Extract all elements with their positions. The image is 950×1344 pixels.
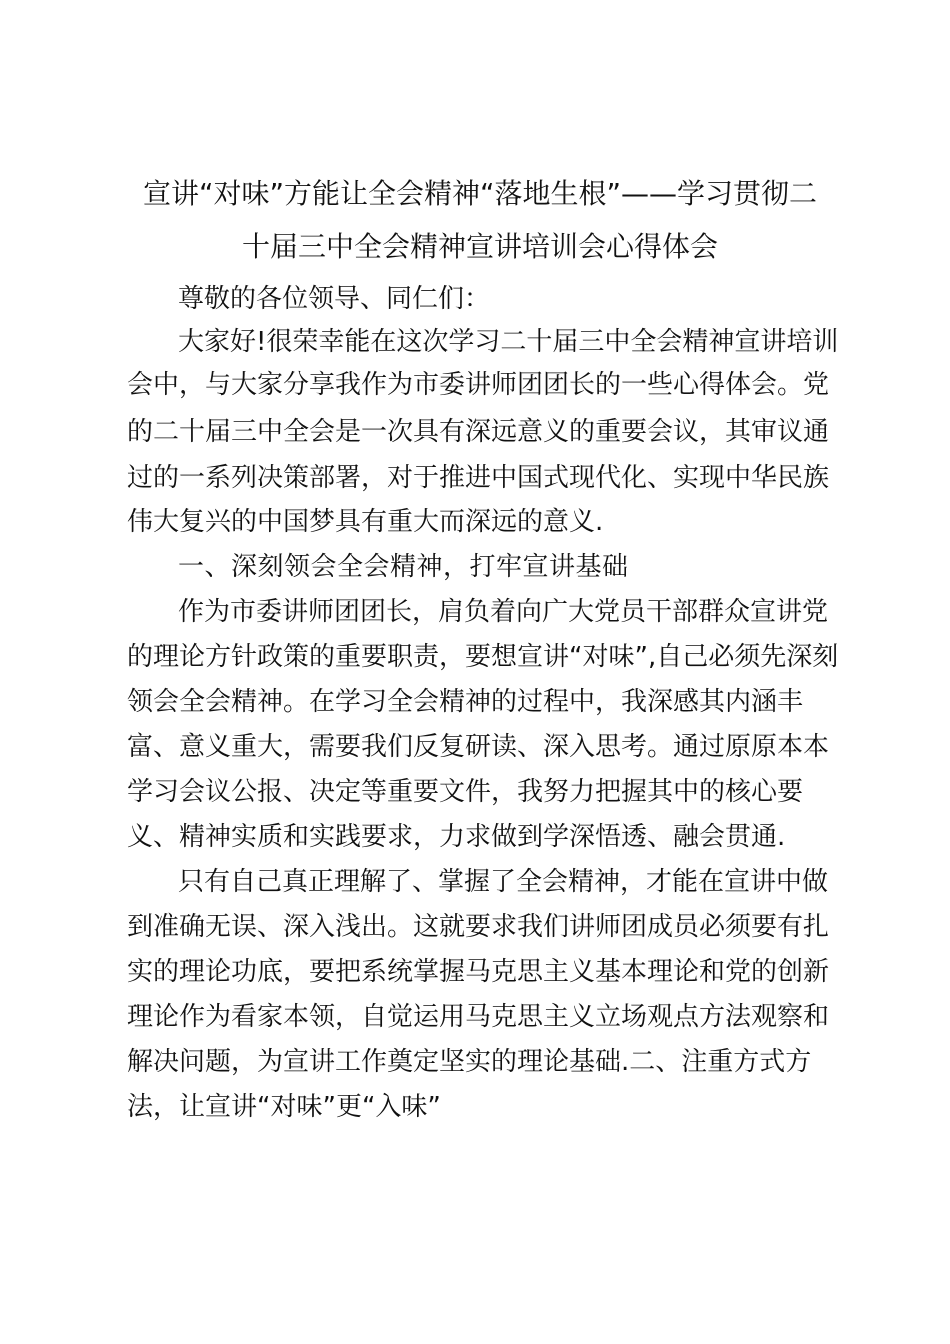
paragraph-2-line-2: 的理论方针政策的重要职责，要想宣讲“对味”,自己必须先深刻 xyxy=(127,642,839,672)
paragraph-1-line-3: 的二十届三中全会是一次具有深远意义的重要会议，其审议通 xyxy=(127,417,830,447)
paragraph-3-line-4: 理论作为看家本领，自觉运用马克思主义立场观点方法观察和 xyxy=(127,1002,830,1032)
paragraph-2-line-3: 领会全会精神。在学习全会精神的过程中，我深感其内涵丰 xyxy=(127,687,804,717)
paragraph-3-line-6: 法，让宣讲“对味”更“入味” xyxy=(127,1092,441,1122)
paragraph-1-line-2: 会中，与大家分享我作为市委讲师团团长的一些心得体会。党 xyxy=(127,370,830,400)
paragraph-1-line-4: 过的一系列决策部署，对于推进中国式现代化、实现中华民族 xyxy=(127,463,830,493)
paragraph-3-line-5: 解决问题，为宣讲工作奠定坚实的理论基础.二、注重方式方 xyxy=(127,1047,812,1077)
paragraph-3-line-2: 到准确无误、深入浅出。这就要求我们讲师团成员必须要有扎 xyxy=(127,912,830,942)
paragraph-2-line-6: 义、精神实质和实践要求，力求做到学深悟透、融会贯通. xyxy=(127,822,786,852)
section-heading-1: 一、深刻领会全会精神，打牢宣讲基础 xyxy=(178,552,629,582)
paragraph-2-line-1: 作为市委讲师团团长，肩负着向广大党员干部群众宣讲党 xyxy=(178,597,829,627)
paragraph-1-line-5: 伟大复兴的中国梦具有重大而深远的意义. xyxy=(127,507,604,537)
paragraph-2-line-4: 富、意义重大，需要我们反复研读、深入思考。通过原原本本 xyxy=(127,732,830,762)
paragraph-1-line-1: 大家好!很荣幸能在这次学习二十届三中全会精神宣讲培训 xyxy=(178,327,839,357)
paragraph-3-line-3: 实的理论功底，要把系统掌握马克思主义基本理论和党的创新 xyxy=(127,957,830,987)
paragraph-2-line-5: 学习会议公报、决定等重要文件，我努力把握其中的核心要 xyxy=(127,777,804,807)
paragraph-3-line-1: 只有自己真正理解了、掌握了全会精神，才能在宣讲中做 xyxy=(178,867,829,897)
greeting: 尊敬的各位领导、同仁们： xyxy=(178,284,491,314)
document-title-line-2: 十届三中全会精神宣讲培训会心得体会 xyxy=(241,230,718,263)
document-title-line-1: 宣讲“对味”方能让全会精神“落地生根”——学习贯彻二 xyxy=(142,177,818,210)
